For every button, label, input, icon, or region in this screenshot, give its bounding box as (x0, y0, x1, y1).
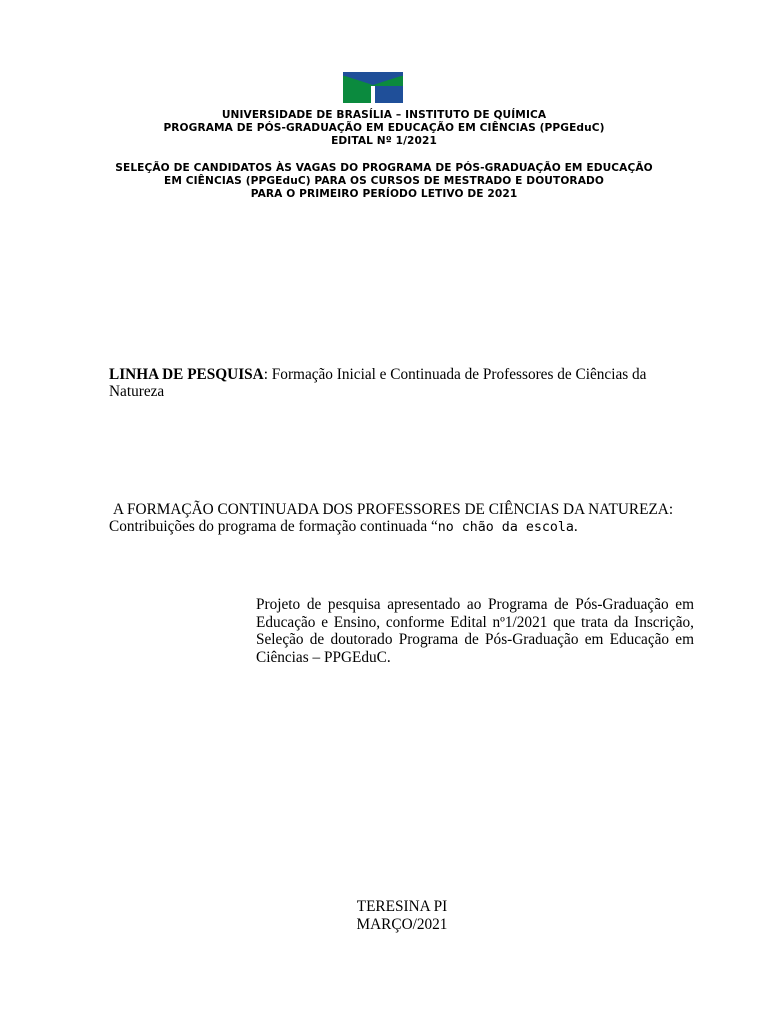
title-line-2-start: Contribuições do programa de formação continuada “ (109, 518, 438, 535)
footer (0, 898, 768, 933)
research-line-label: LINHA DE PESQUISA (109, 366, 264, 383)
selection-line-1: SELEÇÃO DE CANDIDATOS ÀS VAGAS DO PROGRAMA DE PÓS-GRADUAÇÃO EM EDUCAÇÃO (115, 162, 653, 174)
header-institution (0, 109, 768, 148)
title-line-1: A FORMAÇÃO CONTINUADA DOS PROFESSORES DE CIÊNCIAS DA NATUREZA: (113, 501, 674, 518)
research-line-text: : Formação Inicial e Continuada de Professores de Ciências da Natureza (109, 366, 647, 400)
research-line (109, 366, 669, 400)
selection-line-3: PARA O PRIMEIRO PERÍODO LETIVO DE 2021 (250, 188, 518, 200)
title-line-2-quote: no chão da escola (437, 520, 574, 535)
selection-line-2: EM CIÊNCIAS (PPGEduC) PARA OS CURSOS DE MESTRADO E DOUTORADO (163, 175, 604, 187)
header-line-edital: EDITAL Nº 1/2021 (331, 135, 437, 147)
footer-date: MARÇO/2021 (356, 915, 448, 933)
footer-city: TERESINA PI (356, 898, 448, 915)
header-line-university: UNIVERSIDADE DE BRASÍLIA – INSTITUTO DE QUÍMICA (221, 109, 547, 121)
header-selection (0, 162, 768, 201)
project-statement: Projeto de pesquisa apresentado ao Programa de Pós-Graduação em Educação e Ensino, conforme Edital nº1/2021 que trata da Inscrição, Seleção de doutorado Programa de Pós-Graduação em Educação em Ciências – PPGEduC. (256, 596, 694, 666)
header-line-program: PROGRAMA DE PÓS-GRADUAÇÃO EM EDUCAÇÃO EM CIÊNCIAS (PPGEduC) (163, 122, 605, 134)
title-line-2 (109, 518, 699, 536)
title-line-2-end: . (573, 518, 578, 535)
unb-logo-icon (343, 72, 403, 103)
project-title (109, 501, 699, 536)
